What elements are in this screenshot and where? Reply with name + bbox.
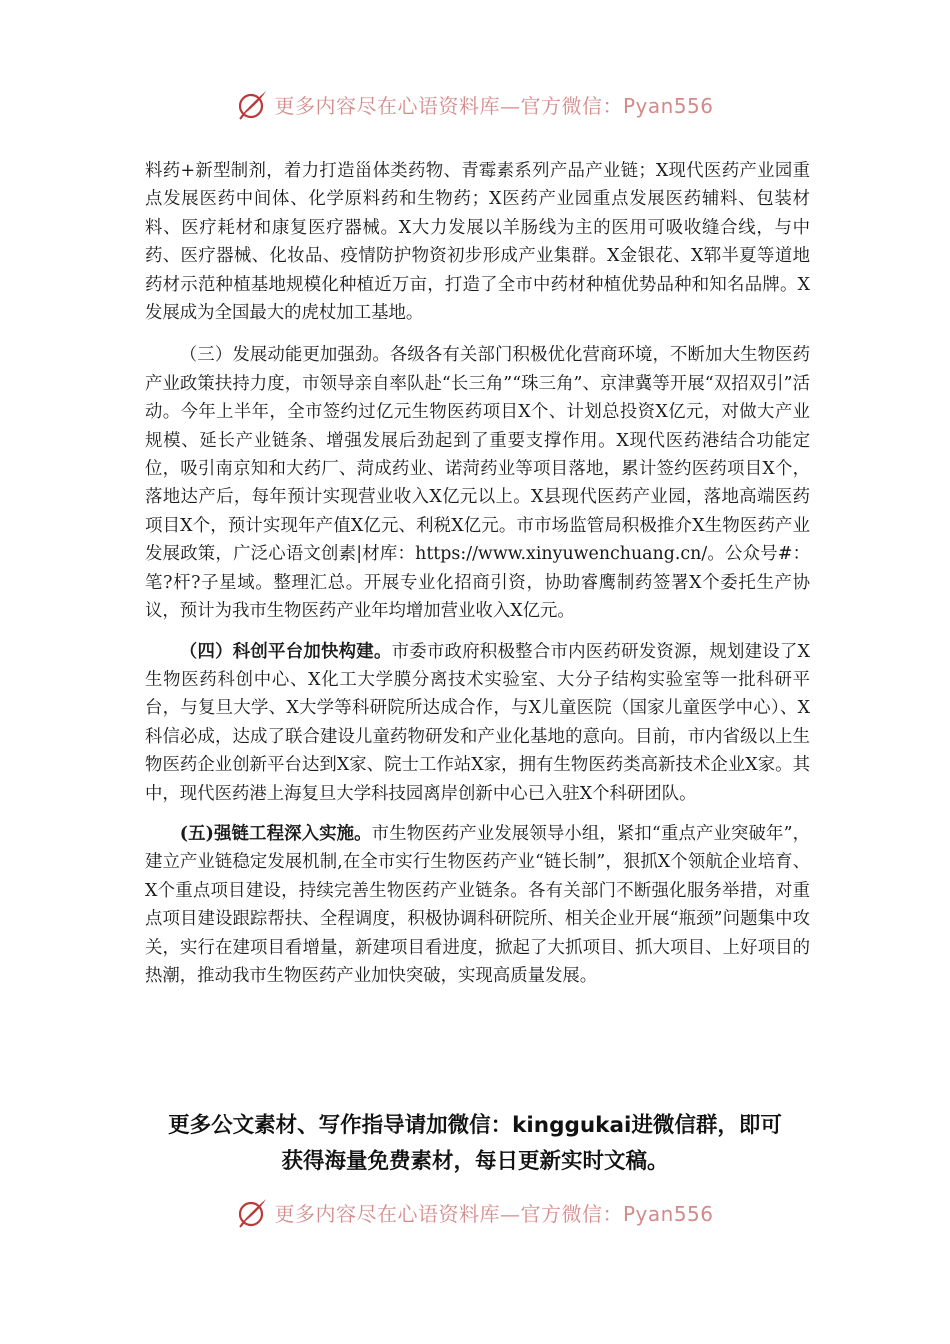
document-body xyxy=(145,157,810,990)
banner-title xyxy=(274,90,713,119)
paragraph-3-heading: （四）科创平台加快构建。 xyxy=(179,641,392,662)
paragraph-1: 料药+新型制剂，着力打造甾体类药物、青霉素系列产品产业链；X现代医药产业园重点发展医药中间体、化学原料药和生物药；X医药产业园重点发展医药辅料、包装材料、医疗耗材和康复医疗器械。X大力发展以羊肠线为主的医用可吸收缝合线，与中药、医疗器械、化妆品、疫情防护物资初步形成产业集群。X金银花、X郓半夏等道地药材示范种植基地规模化种植近万亩，打造了全市中药材种植优势品种和知名品牌。X发展成为全国最大的虎杖加工基地。 xyxy=(145,161,810,324)
footer-notice-line-2: 获得海量免费素材，每日更新实时文稿。 xyxy=(281,1149,669,1174)
paragraph-4-text: 市生物医药产业发展领导小组，紧扣“重点产业突破年”，建立产业链稳定发展机制,在全市实行生物医药产业“链长制”，狠抓X个领航企业培育、X个重点项目建设，持续完善生物医药产业链条。各有关部门不断强化服务举措，对重点项目建设跟踪帮扶、全程调度，积极协调科研院所、相关企业开展“瓶颈”问题集中攻关，实行在建项目看增量，新建项目看进度，掀起了大抓项目、抓大项目、上好项目的热潮，推动我市生物医药产业加快突破，实现高质量发展。 xyxy=(145,823,810,986)
header-banner xyxy=(0,84,950,124)
paragraph-4 xyxy=(145,820,810,990)
banner-title xyxy=(274,1198,713,1227)
banner-wechat-id: Pyan556 xyxy=(622,93,714,118)
paragraph-2: （三）发展动能更加强劲。各级各有关部门积极优化营商环境，不断加大生物医药产业政策扶持力度，市领导亲自率队赴“长三角”“珠三角”、京津冀等开展“双招双引”活动。今年上半年，全市签约过亿元生物医药项目X个、计划总投资X亿元，对做大产业规模、延长产业链条、增强发展后劲起到了重要支撑作用。X现代医药港结合功能定位，吸引南京知和大药厂、菏成药业、诺菏药业等项目落地，累计签约医药项目X个，落地达产后，每年预计实现营业收入X亿元以上。X县现代医药产业园，落地高端医药项目X个，预计实现年产值X亿元、利税X亿元。市市场监管局积极推介X生物医药产业发展政策，广泛心语文创素|材库：https://www.xinyuwenchuang.cn/。公众号#：笔?杆?子星域。整理汇总。开展专业化招商引资，协助睿鹰制药签署X个委托生产协议，预计为我市生物医药产业年均增加营业收入X亿元。 xyxy=(145,345,810,622)
quill-logo-icon xyxy=(236,87,270,121)
footer-notice xyxy=(0,1108,950,1180)
banner-wechat-id: Pyan556 xyxy=(622,1201,714,1226)
paragraph-3 xyxy=(145,638,810,808)
footer-banner xyxy=(0,1192,950,1232)
paragraph-4-heading: (五)强链工程深入实施。 xyxy=(179,823,372,844)
banner-text: 更多内容尽在心语资料库—官方微信： xyxy=(274,1201,623,1226)
banner-text: 更多内容尽在心语资料库—官方微信： xyxy=(274,93,623,118)
quill-logo-icon xyxy=(236,1195,270,1229)
footer-notice-line-1: 更多公文素材、写作指导请加微信：kinggukai进微信群，即可 xyxy=(168,1113,782,1138)
paragraph-3-text: 市委市政府积极整合市内医药研发资源，规划建设了X生物医药科创中心、X化工大学膜分离技术实验室、大分子结构实验室等一批科研平台，与复旦大学、X大学等科研院所达成合作，与X儿童医院（国家儿童医学中心）、X科信必成，达成了联合建设儿童药物研发和产业化基地的意向。目前，市内省级以上生物医药企业创新平台达到X家、院士工作站X家，拥有生物医药类高新技术企业X家。其中，现代医药港上海复旦大学科技园离岸创新中心已入驻X个科研团队。 xyxy=(145,641,810,804)
